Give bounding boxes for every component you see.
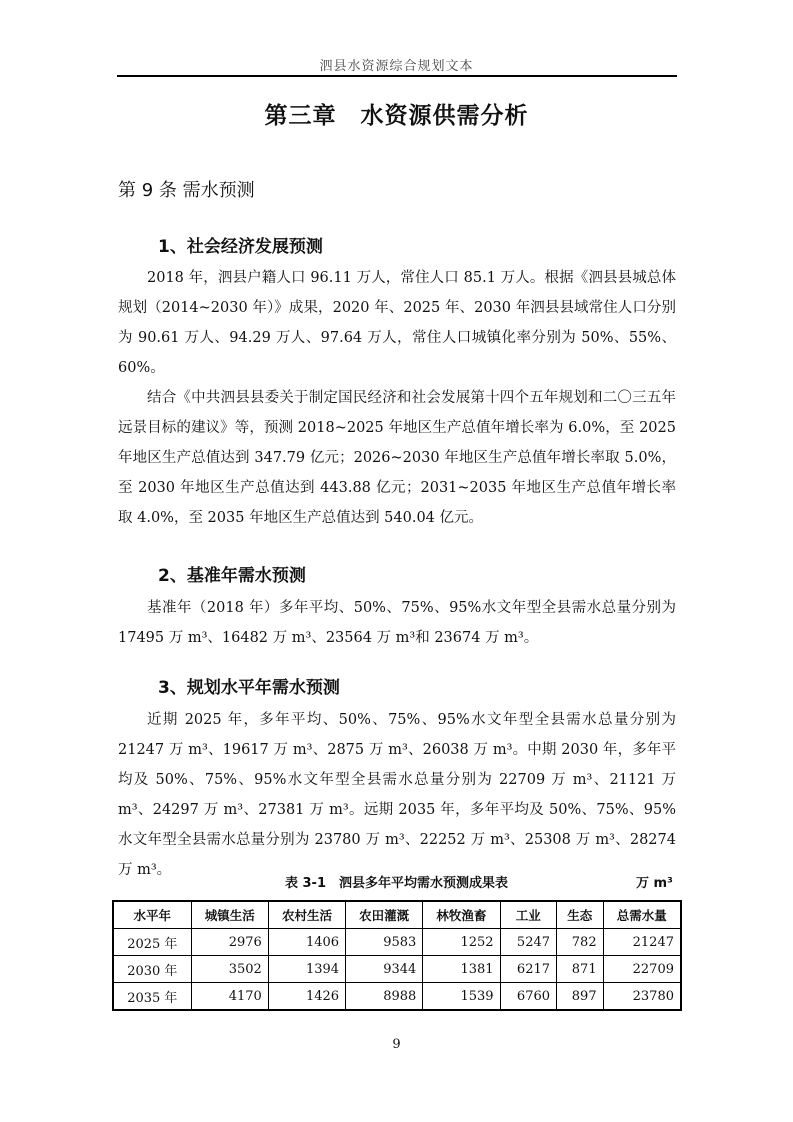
column-header: 农村生活 <box>268 901 345 929</box>
table-cell: 9344 <box>346 956 423 983</box>
column-header: 城镇生活 <box>191 901 268 929</box>
table-caption: 表 3-1 泗县多年平均需水预测成果表 <box>284 876 508 891</box>
water-demand-table <box>112 900 682 1011</box>
section-heading-socioeconomic: 1、社会经济发展预测 <box>158 237 323 257</box>
table-cell: 1426 <box>268 983 345 1011</box>
table-row <box>113 929 681 956</box>
column-header: 总需水量 <box>603 901 681 929</box>
column-header: 水平年 <box>113 901 191 929</box>
table-cell: 5247 <box>500 929 556 956</box>
table-cell: 2030 年 <box>113 956 191 983</box>
table-cell: 4170 <box>191 983 268 1011</box>
column-header: 工业 <box>500 901 556 929</box>
table-cell: 2035 年 <box>113 983 191 1011</box>
table-cell: 1394 <box>268 956 345 983</box>
section-heading-planning: 3、规划水平年需水预测 <box>158 678 340 698</box>
table-header-row <box>113 901 681 929</box>
column-header: 林牧渔畜 <box>423 901 500 929</box>
chapter-title: 第三章 水资源供需分析 <box>264 103 529 129</box>
section-body-planning <box>118 705 676 885</box>
section-body-socioeconomic <box>118 263 676 533</box>
table-row <box>113 983 681 1011</box>
table-cell: 1381 <box>423 956 500 983</box>
paragraph: 基准年（2018 年）多年平均、50%、75%、95%水文年型全县需水总量分别为 17495 万 m³、16482 万 m³、23564 万 m³和 23674 万 m³。 <box>118 600 676 646</box>
table-cell: 3502 <box>191 956 268 983</box>
table-cell: 8988 <box>346 983 423 1011</box>
page-number: 9 <box>392 1037 401 1052</box>
table-cell: 1539 <box>423 983 500 1011</box>
paragraph: 近期 2025 年，多年平均、50%、75%、95%水文年型全县需水总量分别为 21247 万 m³、19617 万 m³、2875 万 m³、26038 万 m³。中期 2030 年，多年平均及 50%、75%、95%水文年型全县需水总量分别为 22709 万 m³、21121 万 m³、24297 万 m³、27381 万 m³。远期 2035 年，多年平均及 50%、75%、95%水文年型全县需水总量分别为 23780 万 m³、22252 万 m³、25308 万 m³、28274 万 m³。 <box>118 712 676 878</box>
table-cell: 23780 <box>603 983 681 1011</box>
table-cell: 22709 <box>603 956 681 983</box>
paragraph: 2018 年，泗县户籍人口 96.11 万人，常住人口 85.1 万人。根据《泗县县城总体规划（2014~2030 年）》成果，2020 年、2025 年、2030 年泗县县域常住人口分别为 90.61 万人、94.29 万人、97.64 万人，常住人口城镇化率分别为 50%、55%、60%。 <box>118 270 676 376</box>
table-unit: 万 m³ <box>636 876 673 891</box>
section-body-baseline <box>118 593 676 653</box>
table-cell: 9583 <box>346 929 423 956</box>
paragraph: 结合《中共泗县县委关于制定国民经济和社会发展第十四个五年规划和二〇三五年远景目标的建议》等，预测 2018~2025 年地区生产总值年增长率为 6.0%，至 2025 年地区生产总值达到 347.79 亿元；2026~2030 年地区生产总值年增长率取 5.0%，至 2030 年地区生产总值达到 443.88 亿元；2031~2035 年地区生产总值年增长率取 4.0%，至 2035 年地区生产总值达到 540.04 亿元。 <box>118 390 676 526</box>
table-cell: 21247 <box>603 929 681 956</box>
running-header: 泗县水资源综合规划文本 <box>319 59 474 74</box>
table-row <box>113 956 681 983</box>
table-cell: 1252 <box>423 929 500 956</box>
table-cell: 6217 <box>500 956 556 983</box>
section-heading-baseline: 2、基准年需水预测 <box>158 566 306 586</box>
table-cell: 782 <box>557 929 604 956</box>
table-cell: 6760 <box>500 983 556 1011</box>
column-header: 生态 <box>557 901 604 929</box>
table-cell: 871 <box>557 956 604 983</box>
table-cell: 2976 <box>191 929 268 956</box>
table-cell: 1406 <box>268 929 345 956</box>
column-header: 农田灌溉 <box>346 901 423 929</box>
header-rule <box>117 75 677 77</box>
table-cell: 897 <box>557 983 604 1011</box>
table-cell: 2025 年 <box>113 929 191 956</box>
article-title: 第 9 条 需水预测 <box>118 180 255 201</box>
